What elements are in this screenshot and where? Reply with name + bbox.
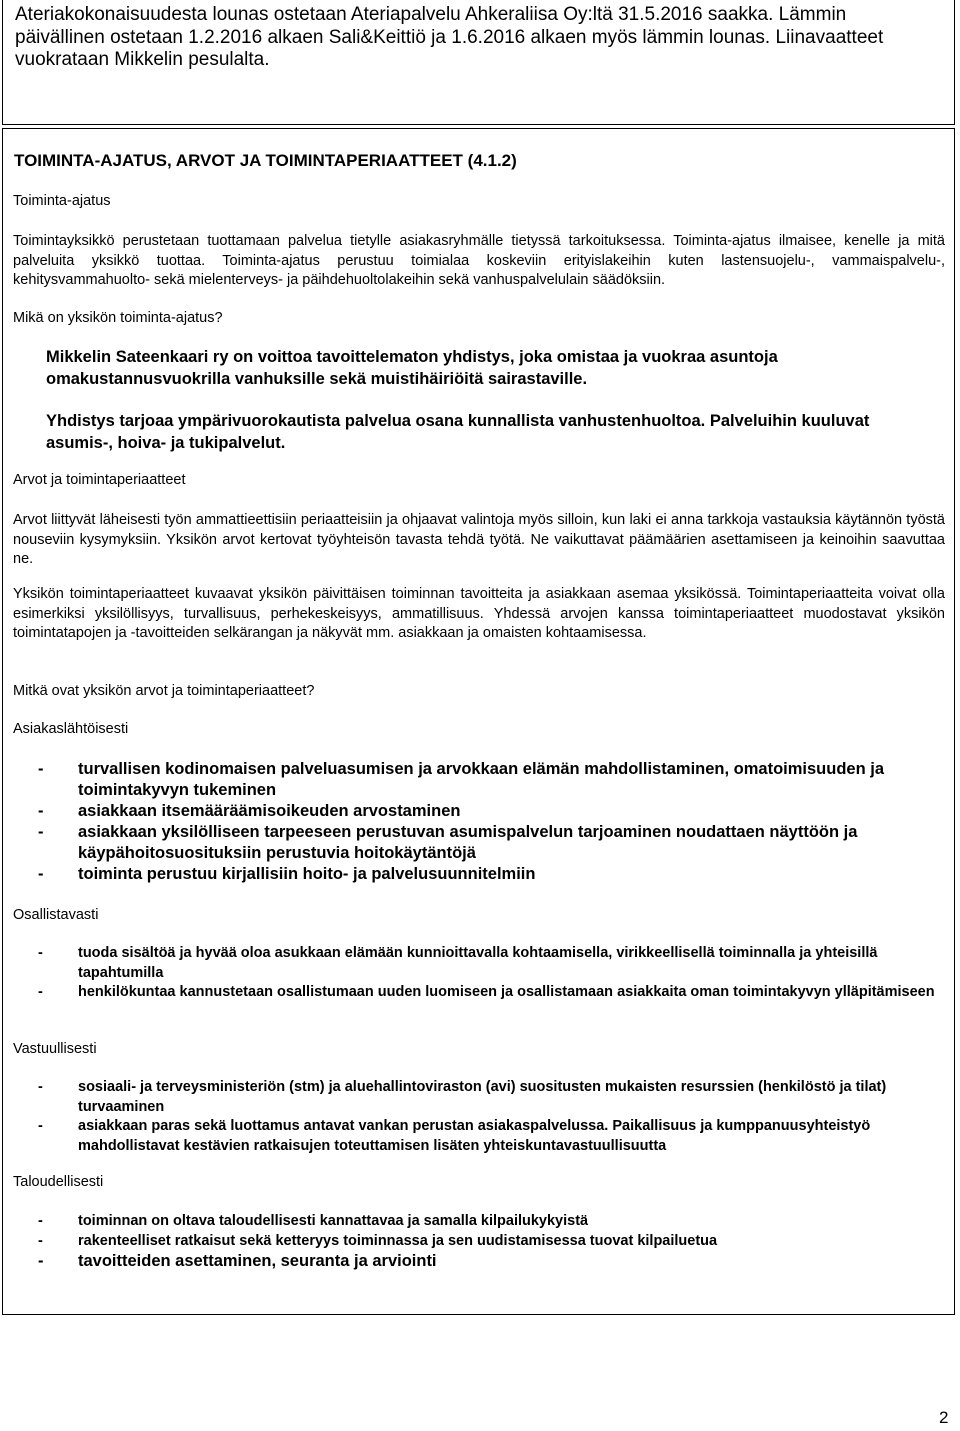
page-number: 2: [939, 1408, 949, 1427]
vastuullinen-list: [38, 1078, 948, 1156]
list-item: - toiminta perustuu kirjallisiin hoito- ja palvelusuunnitelmiin: [38, 865, 536, 883]
talous-list: [38, 1212, 948, 1272]
mission-answer-2: Yhdistys tarjoaa ympärivuorokautista palvelua osana kunnallista vanhustenhuoltoa. Palveluihin kuuluvat asumis-, hoiva- ja tukipalvelut.: [46, 412, 870, 452]
mission-heading: Toiminta-ajatus: [13, 193, 111, 209]
values-paragraph-1: Arvot liittyvät läheisesti työn ammattieettisiin periaatteisiin ja ohjaavat valintoja myös silloin, kun laki ei anna tarkkoja vastauksia käytännön työstä nouseviin kysymyksiin. Yksikön arvot kertovat työyhteisön tavasta tehdä työtä. Ne vaikuttavat päämäärien asettamiseen ja keinoihin saavuttaa ne.: [13, 512, 945, 567]
list-item: - henkilökuntaa kannustetaan osallistumaan uuden luomiseen ja osallistamaan asiakkaita oman toimintakyvyn ylläpitämiseen: [38, 984, 935, 1000]
list-item: - tuoda sisältöä ja hyvää oloa asukkaan elämään kunnioittavalla kohtaamisella, virikkeellisellä toiminnalla ja yhteisillä tapahtumilla: [38, 945, 878, 981]
asiakas-list: [38, 759, 948, 885]
values-question: Mitkä ovat yksikön arvot ja toimintaperiaatteet?: [13, 683, 315, 699]
list-item: - asiakkaan paras sekä luottamus antavat vankan perustan asiakaspalvelussa. Paikallisuus ja kumppanuusyhteistyö mahdollistavat kestävien ratkaisujen toteuttamisen lisäten yhteiskuntavastuullisuutta: [38, 1118, 871, 1154]
mission-answer-1: Mikkelin Sateenkaari ry on voittoa tavoittelematon yhdistys, joka omistaa ja vuokraa asuntoja omakustannusvuokrilla vanhuksille sekä muistihäiriöitä sairastaville.: [46, 348, 778, 388]
talous-heading: Taloudellisesti: [13, 1174, 104, 1190]
intro-box: [2, 0, 955, 125]
list-item: - rakenteelliset ratkaisut sekä ketteryys toiminnassa ja sen uudistamisessa tuovat kilpailuetua: [38, 1232, 718, 1249]
mission-body: Toimintayksikkö perustetaan tuottamaan palvelua tietylle asiakasryhmälle tietyssä tarkoituksessa. Toiminta-ajatus ilmaisee, kenelle ja mitä palveluita yksikkö tuottaa. Toiminta-ajatus perustuu toimialaa koskeviin erityislakeihin kuten lastensuojelu-, vammaispalvelu-, kehitysvammahuolto- sekä mielenterveys- ja päihdehuoltolakeihin sekä vanhuspalvelulain säädöksiin.: [13, 233, 945, 288]
vastuullinen-heading: Vastuullisesti: [13, 1041, 97, 1057]
values-paragraph-2: Yksikön toimintaperiaatteet kuvaavat yksikön päivittäisen toiminnan tavoitteita ja asiakkaan asemaa yksikössä. Toimintaperiaatteita voivat olla esimerkiksi yksilöllisyys, turvallisuus, perhekeskeisyys, ammatillisuus. Yhdessä arvojen kanssa toimintaperiaatteet muodostavat yksikön toimintatapojen ja -tavoitteiden selkärangan ja näkyvät mm. asiakkaan ja omaisten kohtaamisessa.: [13, 586, 945, 641]
mission-question: Mikä on yksikön toiminta-ajatus?: [13, 310, 223, 326]
list-item: - toiminnan on oltava taloudellisesti kannattavaa ja samalla kilpailukykyistä: [38, 1213, 589, 1229]
list-item: - asiakkaan yksilölliseen tarpeeseen perustuvan asumispalvelun tarjoaminen noudattaen näyttöön ja käypähoitosuosituksiin perustuvia hoitokäytäntöjä: [38, 823, 858, 862]
list-item: - turvallisen kodinomaisen palveluasumisen ja arvokkaan elämän mahdollistaminen, omatoimisuuden ja toimintakyvyn tukeminen: [38, 760, 885, 799]
list-item: - asiakkaan itsemääräämisoikeuden arvostaminen: [38, 802, 461, 820]
asiakas-heading: Asiakaslähtöisesti: [13, 721, 129, 737]
list-item: - tavoitteiden asettaminen, seuranta ja arviointi: [38, 1252, 437, 1270]
osallistava-heading: Osallistavasti: [13, 907, 99, 923]
osallistava-list: [38, 944, 948, 1003]
intro-text: Ateriakokonaisuudesta lounas ostetaan Ateriapalvelu Ahkeraliisa Oy:ltä 31.5.2016 saakka. Lämmin päivällinen ostetaan 1.2.2016 alkaen Sali&Keittiö ja 1.6.2016 alkaen myös lämmin lounas. Liinavaatteet vuokrataan Mikkelin pesulalta.: [15, 4, 884, 70]
section-title: TOIMINTA-AJATUS, ARVOT JA TOIMINTAPERIAATTEET (4.1.2): [14, 151, 517, 170]
list-item: - sosiaali- ja terveysministeriön (stm) ja aluehallintoviraston (avi) suositusten mukaisten resurssien (henkilöstö ja tilat) turvaaminen: [38, 1079, 887, 1115]
values-heading: Arvot ja toimintaperiaatteet: [13, 472, 186, 488]
